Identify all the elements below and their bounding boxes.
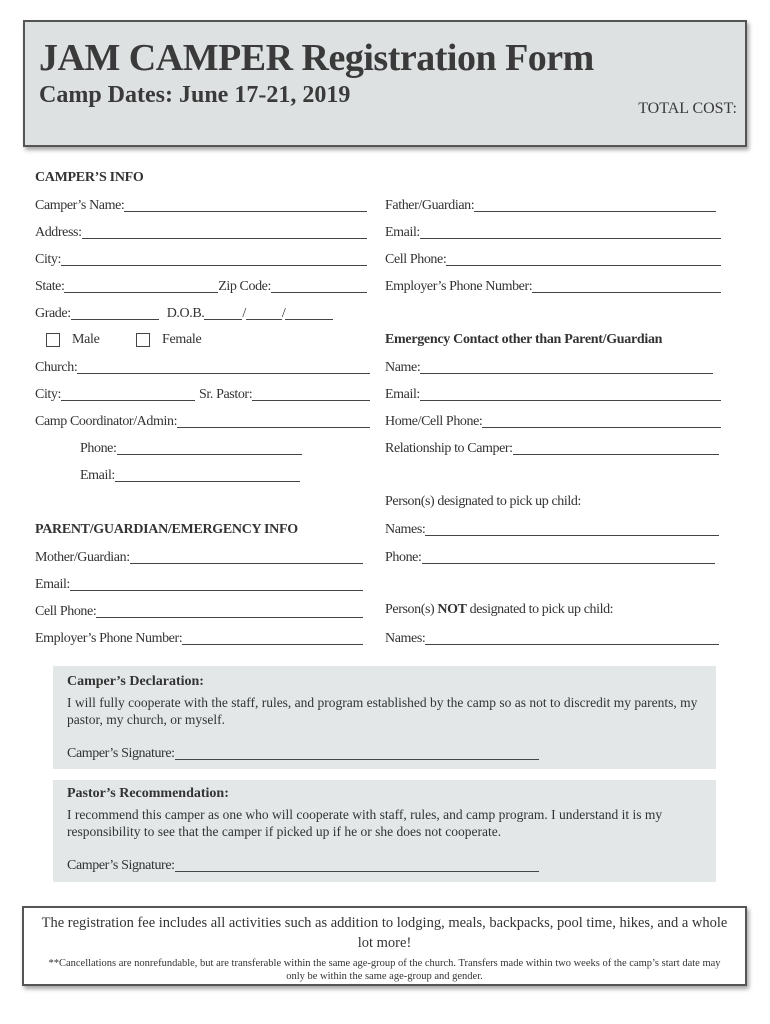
dob-sep-2: / xyxy=(281,306,286,321)
recommendation-signature-line[interactable] xyxy=(175,860,539,872)
recommendation-signature-field[interactable] xyxy=(67,856,539,874)
father-email-label: Email: xyxy=(385,225,420,240)
church-field[interactable] xyxy=(35,358,370,376)
mother-employer-phone-label: Employer’s Phone Number: xyxy=(35,631,183,646)
recommendation-title: Pastor’s Recommendation: xyxy=(67,786,229,801)
emergency-email-field[interactable] xyxy=(385,385,721,403)
dob-day-line[interactable] xyxy=(246,308,282,320)
address-label: Address: xyxy=(35,225,82,240)
state-line[interactable] xyxy=(64,281,218,293)
pickup-names-field[interactable] xyxy=(385,520,719,538)
male-label: Male xyxy=(72,332,100,347)
female-checkbox[interactable] xyxy=(136,333,150,347)
mother-email-line[interactable] xyxy=(70,579,363,591)
female-option[interactable] xyxy=(136,332,201,348)
emergency-relationship-line[interactable] xyxy=(513,443,719,455)
emergency-home-cell-field[interactable] xyxy=(385,412,721,430)
declaration-text: I will fully cooperate with the staff, rules, and program established by the camp so as not to discredit my parents, my pastor, my church, or myself. xyxy=(67,695,698,727)
pickup-phone-line[interactable] xyxy=(422,552,716,564)
coordinator-phone-field[interactable] xyxy=(80,439,302,457)
emergency-email-label: Email: xyxy=(385,387,420,402)
coordinator-label: Camp Coordinator/Admin: xyxy=(35,414,178,429)
church-city-label: City: xyxy=(35,387,62,402)
total-cost-label: TOTAL COST: xyxy=(638,100,737,117)
emergency-name-field[interactable] xyxy=(385,358,713,376)
coordinator-email-field[interactable] xyxy=(80,466,300,484)
mother-label: Mother/Guardian: xyxy=(35,550,130,565)
pickup-not-names-field[interactable] xyxy=(385,629,719,647)
father-label: Father/Guardian: xyxy=(385,198,475,213)
father-employer-phone-field[interactable] xyxy=(385,277,721,295)
declaration-box xyxy=(53,666,716,769)
dob-label: D.O.B. xyxy=(166,306,205,321)
church-line[interactable] xyxy=(77,362,370,374)
grade-line[interactable] xyxy=(71,308,159,320)
mother-email-label: Email: xyxy=(35,577,70,592)
emergency-relationship-field[interactable] xyxy=(385,439,719,457)
emergency-contact-heading: Emergency Contact other than Parent/Guardian xyxy=(385,332,663,347)
emergency-relationship-label: Relationship to Camper: xyxy=(385,441,513,456)
coordinator-line[interactable] xyxy=(177,416,370,428)
parent-guardian-heading: PARENT/GUARDIAN/EMERGENCY INFO xyxy=(35,522,298,537)
footer-box xyxy=(22,906,747,986)
coordinator-email-line[interactable] xyxy=(115,470,300,482)
grade-label: Grade: xyxy=(35,306,71,321)
church-city-pastor-field[interactable] xyxy=(35,385,370,403)
recommendation-signature-label: Camper’s Signature: xyxy=(67,858,175,873)
address-line[interactable] xyxy=(82,227,367,239)
city-label: City: xyxy=(35,252,62,267)
father-cell-field[interactable] xyxy=(385,250,721,268)
recommendation-text: I recommend this camper as one who will cooperate with staff, rules, and camp program. I understand it is my responsibility to see that the camper if picked up if he or she does not cooperate. xyxy=(67,807,663,839)
father-email-line[interactable] xyxy=(420,227,721,239)
church-city-line[interactable] xyxy=(61,389,195,401)
father-employer-phone-label: Employer’s Phone Number: xyxy=(385,279,533,294)
footer-cancellation-note: **Cancellations are nonrefundable, but are transferable within the same age-group of the church. Transfers made within two weeks of the camp’s start date may only be within the same age-group and gender. xyxy=(48,958,721,982)
pickup-not-names-label: Names: xyxy=(385,631,426,646)
pickup-not-prefix: Person(s) xyxy=(385,602,438,617)
address-field[interactable] xyxy=(35,223,367,241)
coordinator-field[interactable] xyxy=(35,412,370,430)
sr-pastor-label: Sr. Pastor: xyxy=(199,387,253,402)
declaration-signature-label: Camper’s Signature: xyxy=(67,746,175,761)
emergency-name-label: Name: xyxy=(385,360,421,375)
mother-cell-field[interactable] xyxy=(35,602,363,620)
father-line[interactable] xyxy=(474,200,716,212)
emergency-email-line[interactable] xyxy=(420,389,721,401)
pickup-designated-label: Person(s) designated to pick up child: xyxy=(385,494,581,509)
father-employer-phone-line[interactable] xyxy=(532,281,721,293)
father-cell-label: Cell Phone: xyxy=(385,252,447,267)
dob-year-line[interactable] xyxy=(285,308,333,320)
male-checkbox[interactable] xyxy=(46,333,60,347)
form-title: JAM CAMPER Registration Form xyxy=(39,37,594,79)
city-line[interactable] xyxy=(61,254,367,266)
father-field[interactable] xyxy=(385,196,716,214)
campers-name-label: Camper’s Name: xyxy=(35,198,125,213)
female-label: Female xyxy=(162,332,202,347)
dob-sep-1: / xyxy=(242,306,246,321)
pickup-names-line[interactable] xyxy=(425,524,719,536)
mother-employer-phone-field[interactable] xyxy=(35,629,363,647)
mother-field[interactable] xyxy=(35,548,363,566)
campers-name-field[interactable] xyxy=(35,196,367,214)
footer-main-text: The registration fee includes all activities such as addition to lodging, meals, backpacks, pool time, hikes, and a whole lot more! xyxy=(41,915,728,951)
mother-cell-label: Cell Phone: xyxy=(35,604,97,619)
sr-pastor-line[interactable] xyxy=(252,389,370,401)
pickup-not-suffix: designated to pick up child: xyxy=(466,602,614,617)
dob-month-line[interactable] xyxy=(204,308,242,320)
declaration-signature-line[interactable] xyxy=(175,748,539,760)
state-zip-field[interactable] xyxy=(35,277,367,295)
coordinator-email-label: Email: xyxy=(80,468,115,483)
father-email-field[interactable] xyxy=(385,223,721,241)
grade-dob-field[interactable] xyxy=(35,304,333,322)
church-label: Church: xyxy=(35,360,78,375)
campers-name-line[interactable] xyxy=(124,200,367,212)
mother-line[interactable] xyxy=(130,552,363,564)
mother-email-field[interactable] xyxy=(35,575,363,593)
declaration-title: Camper’s Declaration: xyxy=(67,674,204,689)
male-option[interactable] xyxy=(46,332,100,348)
campers-info-heading: CAMPER’S INFO xyxy=(35,170,144,185)
emergency-name-line[interactable] xyxy=(420,362,713,374)
emergency-home-cell-label: Home/Cell Phone: xyxy=(385,414,483,429)
city-field[interactable] xyxy=(35,250,367,268)
pickup-phone-field[interactable] xyxy=(385,548,715,566)
pickup-not-names-line[interactable] xyxy=(425,633,719,645)
zip-line[interactable] xyxy=(271,281,367,293)
pickup-not-word: NOT xyxy=(437,602,467,617)
zip-label: Zip Code: xyxy=(218,279,271,294)
coordinator-phone-line[interactable] xyxy=(117,443,303,455)
pickup-not-designated-label xyxy=(385,602,613,618)
mother-employer-phone-line[interactable] xyxy=(182,633,363,645)
camp-dates: Camp Dates: June 17-21, 2019 xyxy=(39,82,351,108)
recommendation-box xyxy=(53,780,716,882)
declaration-signature-field[interactable] xyxy=(67,744,539,762)
header-box xyxy=(23,20,747,147)
father-cell-line[interactable] xyxy=(446,254,721,266)
coordinator-phone-label: Phone: xyxy=(80,441,117,456)
emergency-home-cell-line[interactable] xyxy=(482,416,721,428)
pickup-phone-label: Phone: xyxy=(385,550,422,565)
mother-cell-line[interactable] xyxy=(96,606,363,618)
state-label: State: xyxy=(35,279,65,294)
pickup-names-label: Names: xyxy=(385,522,426,537)
